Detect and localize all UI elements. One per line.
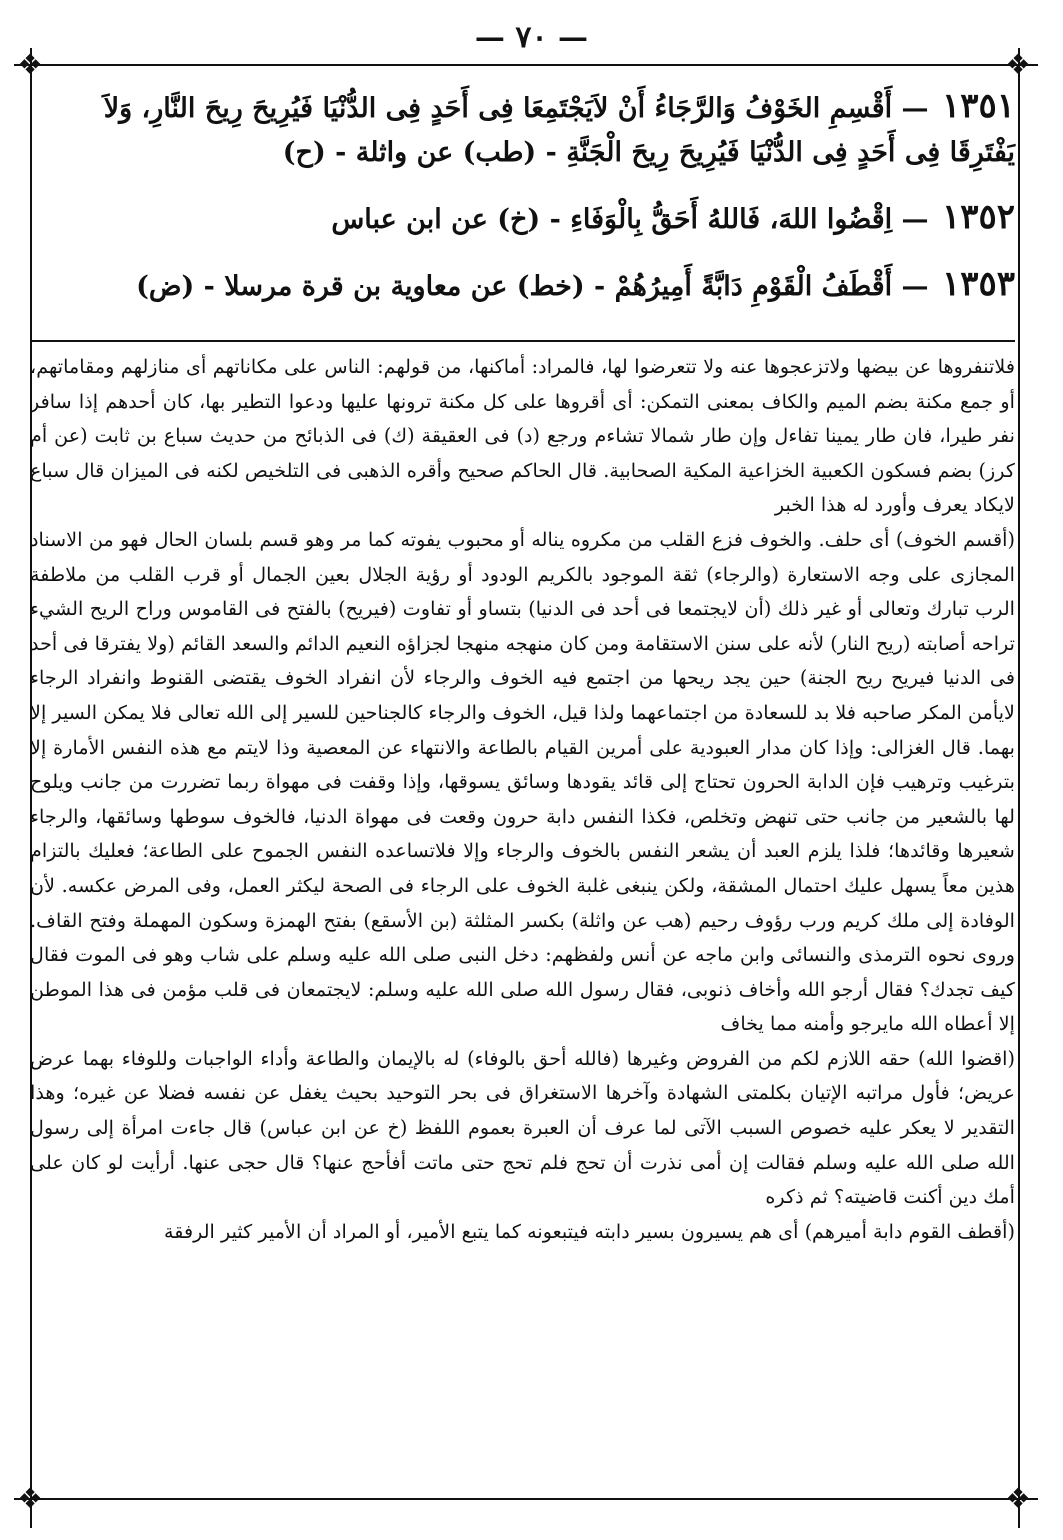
section-divider (30, 340, 1015, 342)
hadith-1351 (30, 84, 1015, 175)
hadith-text: — اِقْضُوا اللهَ، فَاللهُ أَحَقُّ بِالْوَفَاءِ - (خ) عن ابن عباس (331, 204, 929, 235)
commentary (30, 350, 1015, 1480)
page-number: — ٧٠ — (474, 20, 589, 55)
hadith-number: ١٣٥١ (941, 86, 1015, 126)
frame-bottom-rule (14, 1498, 1038, 1500)
frame-top-rule (14, 64, 1038, 66)
commentary-paragraph: فلاتنفروها عن بيضها ولاتزعجوها عنه ولا تتعرضوا لها، فالمراد: أماكنها، من قولهم: الناس على مكاناتهم أى منازلهم ومقاماتهم، أو جمع مكنة بضم الميم والكاف بمعنى التمكن: أى أقروها على كل مكنة ترونها عليها ودعوا التطير بها، كان أحدهم إذا سافر نفر طيرا، فان طار يمينا تفاءل وإن طار شمالا تشاءم ورجع (د) فى العقيقة (ك) فى الذبائح من حديث سباع بن ثابت (عن أم كرز) بضم فسكون الكعبية الخزاعية المكية الصحابية. قال الحاكم صحيح وأقره الذهبى فى التلخيص لكنه فى الميزان قال سباع لايكاد يعرف وأورد له هذا الخبر (30, 355, 1015, 517)
hadith-number: ١٣٥٢ (941, 197, 1015, 237)
hadith-number: ١٣٥٣ (941, 264, 1015, 304)
commentary-paragraph: (اقضوا الله) حقه اللازم لكم من الفروض وغيرها (فالله أحق بالوفاء) له بالإيمان والطاعة وأداء الواجبات وللوفاء بهما عرض عريض؛ فأول مراتبه الإتيان بكلمتى الشهادة وآخرها الاستغراق فى بحر التوحيد بحيث يغفل عن نفسه فضلا عن غيره؛ وهذا التقدير لا يعكر عليه خصوص السبب الآتى لما عرف أن العبرة بعموم اللفظ (خ عن ابن عباس) قال جاءت امرأة إلى رسول الله صلى الله عليه وسلم فقالت إن أمى نذرت أن تحج فلم تحج حتى ماتت أفأحج عنها؟ قال حجى عنها. أرأيت لو كان على أمك دين أكنت قاضيته؟ ثم ذكره (30, 1046, 1015, 1209)
frame-right-rule (1018, 48, 1020, 1528)
hadith-1353 (30, 262, 1015, 309)
hadith-1352 (30, 195, 1015, 242)
corner-ornament-icon: ❖ (17, 48, 43, 81)
hadith-text: — أَقْسِمِ الخَوْفُ وَالرَّجَاءُ أَنْ لاَيَجْتَمِعَا فِى أَحَدٍ فِى الدُّنْيَا فَيُرِيحَ رِيحَ النَّارِ، وَلاَ يَفْتَرِقَا فِى أَحَدٍ فِى الدُّنْيَا فَيُرِيحَ رِيحَ الْجَنَّةِ - (طب) عن واثلة - (ح) (103, 93, 1015, 168)
commentary-paragraph: (أقطف القوم دابة أميرهم) أى هم يسيرون بسير دابته فيتبعونه كما يتبع الأمير، أو المراد أن الأمير كثير الرفقة (163, 1219, 1015, 1243)
hadith-text: — أَقْطَفُ الْقَوْمِ دَابَّةً أَمِيرُهُمْ - (خط) عن معاوية بن قرة مرسلا - (ض) (136, 271, 929, 302)
corner-ornament-icon: ❖ (1005, 1482, 1031, 1515)
hadith-list (30, 84, 1015, 329)
corner-ornament-icon: ❖ (1005, 48, 1031, 81)
corner-ornament-icon: ❖ (17, 1482, 43, 1515)
commentary-paragraph: (أقسم الخوف) أى حلف. والخوف فزع القلب من مكروه يناله أو محبوب يفوته كما مر وهو قسم بلسان الحال فهو من الاسناد المجازى على وجه الاستعارة (والرجاء) ثقة الموجود بالكريم الودود أو رؤية الجلال بعين الجمال أو قرب القلب من ملاطفة الرب تبارك وتعالى أو غير ذلك (أن لايجتمعا فى أحد فى الدنيا) بتساو أو تفاوت (فيريح) بالفتح فى القاموس وراح الريح الشيء تراحه أصابته (ريح النار) لأنه على سنن الاستقامة ومن كان منهجه منهجا لجزاؤه النعيم الدائم والسعد القائم (ولا يفترقا فى أحد فى الدنيا فيريح ريح الجنة) حين يجد ريحها من اجتمع فيه الخوف والرجاء لأن انفراد الخوف يقتضى القنوط وانفراد الرجاء لايأمن المكر صاحبه فلا بد للسعادة من اجتماعهما ولذا قيل، الخوف والرجاء كالجناحين للسير إلى الله تعالى فلا يمكن السير إلا بهما. قال الغزالى: وإذا كان مدار العبودية على أمرين القيام بالطاعة والانتهاء عن المعصية وذا لايتم مع هذه النفس الأمارة إلا بترغيب وترهيب فإن الدابة الحرون تحتاج إلى قائد يقودها وسائق يسوقها، وإذا وقفت فى مهواة ربما تضررت من جانب ويلوح لها بالشعير من جانب حتى تنهض وتخلص، فكذا النفس دابة حرون وقعت فى مهواة الدنيا، فالخوف سوطها وسائقها، والرجاء شعيرها وقائدها؛ فلذا يلزم العبد أن يشعر النفس بالخوف والرجاء وإلا فلاتساعده النفس الجموح على الطاعة؛ فعليك بالتزام هذين معاً يسهل عليك احتمال المشقة، ولكن ينبغى غلبة الخوف على الرجاء فى الصحة ليكثر العمل، وفى المرض عكسه. لأن الوفادة إلى ملك كريم ورب رؤوف رحيم (هب عن واثلة) بكسر المثلثة (بن الأسقع) بفتح الهمزة وسكون المهملة وفتح القاف. وروى نحوه الترمذى والنسائى وابن ماجه عن أنس ولفظهم: دخل النبى صلى الله عليه وسلم على شاب وهو فى الموت فقال كيف تجدك؟ فقال أرجو الله وأخاف ذنوبى، فقال رسول الله صلى الله عليه وسلم: لايجتمعان فى قلب مؤمن فى هذا الموطن إلا أعطاه الله مايرجو وأمنه مما يخاف (30, 527, 1015, 1036)
